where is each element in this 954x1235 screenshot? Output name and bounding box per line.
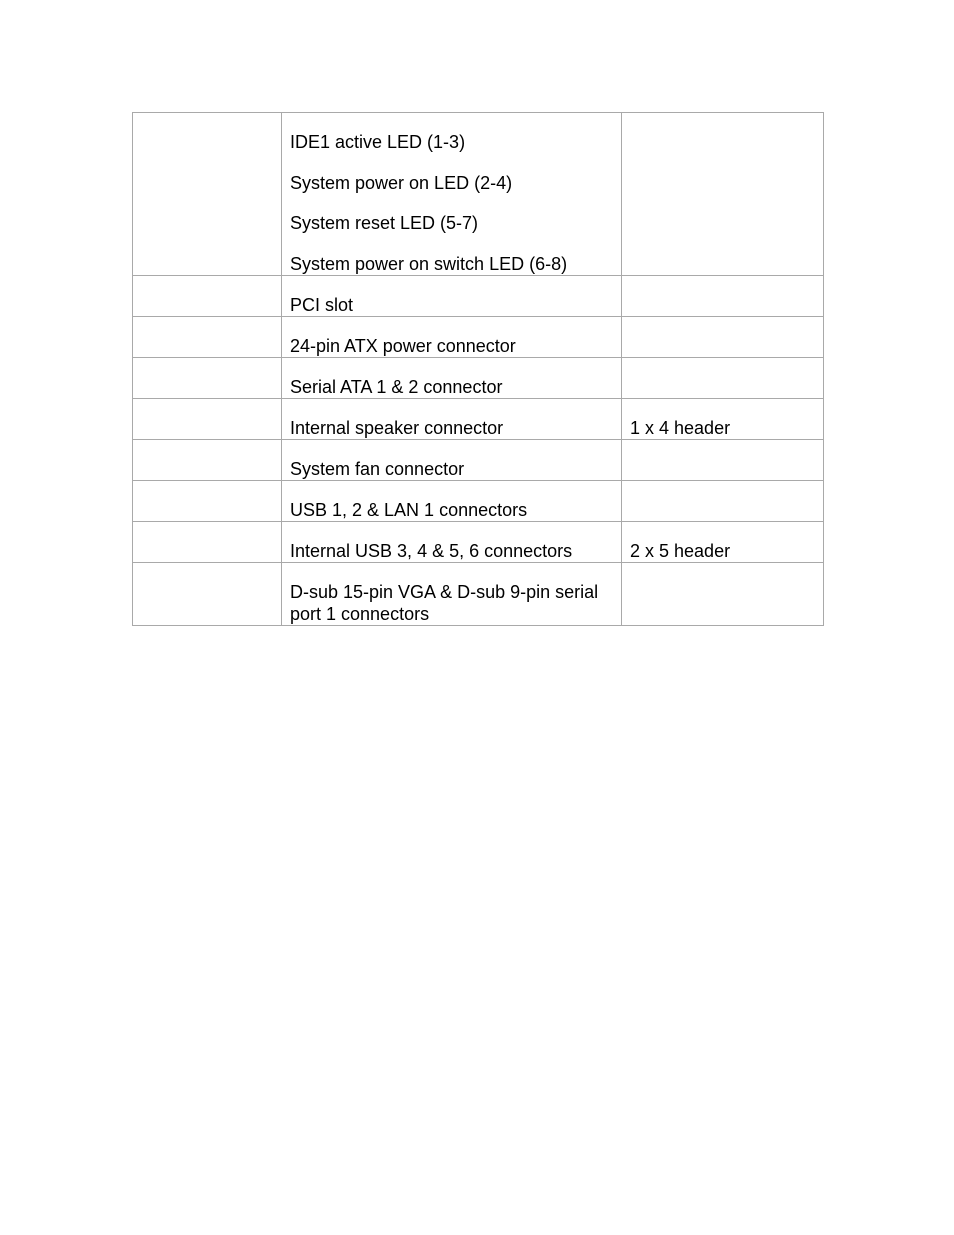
table-row (133, 316, 824, 357)
led-item: System power on LED (2-4) (290, 172, 513, 193)
table-cell-name (133, 113, 282, 276)
connector-table (132, 112, 824, 626)
table-cell-type: 1 x 4 header (622, 398, 824, 439)
table-cell-name (133, 357, 282, 398)
table-cell-description: PCI slot (282, 275, 622, 316)
table-cell-description (282, 113, 622, 276)
table-cell-description: System fan connector (282, 439, 622, 480)
table-cell-type (622, 439, 824, 480)
table-row (133, 439, 824, 480)
table-cell-description: 24-pin ATX power connector (282, 316, 622, 357)
table-row (133, 275, 824, 316)
table-cell-name (133, 480, 282, 521)
table-cell-name (133, 521, 282, 562)
table-cell-description: D-sub 15-pin VGA & D-sub 9-pin serial port 1 connectors (282, 562, 622, 625)
table-cell-description: USB 1, 2 & LAN 1 connectors (282, 480, 622, 521)
table-cell-type (622, 275, 824, 316)
table-cell-name (133, 398, 282, 439)
table-row (133, 398, 824, 439)
table-cell-description: Internal speaker connector (282, 398, 622, 439)
table-cell-type (622, 316, 824, 357)
table-cell-type (622, 113, 824, 276)
table-cell-name (133, 562, 282, 625)
table-row (133, 562, 824, 625)
table-cell-type (622, 480, 824, 521)
table-row (133, 480, 824, 521)
led-item: IDE1 active LED (1-3) (290, 132, 466, 152)
table-cell-name (133, 275, 282, 316)
table-cell-type: 2 x 5 header (622, 521, 824, 562)
led-item: System reset LED (5-7) (290, 213, 479, 233)
table-cell-description: Serial ATA 1 & 2 connector (282, 357, 622, 398)
table-row (133, 521, 824, 562)
table-cell-name (133, 316, 282, 357)
table-row (133, 113, 824, 276)
table-cell-type (622, 562, 824, 625)
table-cell-type (622, 357, 824, 398)
led-item: System power on switch LED (6-8) (290, 253, 568, 274)
table-row (133, 357, 824, 398)
table-cell-description: Internal USB 3, 4 & 5, 6 connectors (282, 521, 622, 562)
table-cell-name (133, 439, 282, 480)
